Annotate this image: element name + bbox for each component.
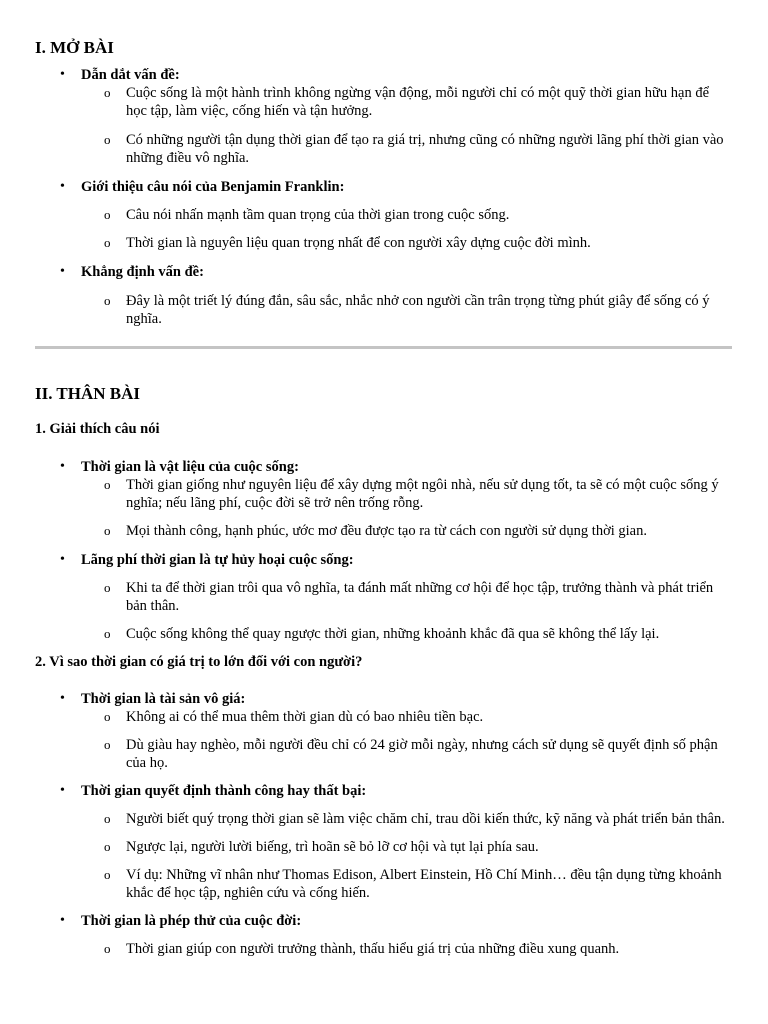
- sub-list-item: o Thời gian giống như nguyên liệu để xây dựng một ngôi nhà, nếu sử dụng tốt, ta sẽ có một cuộc sống ý nghĩa; nếu lãng phí, cuộc đời sẽ trở nên trống rỗng.: [126, 476, 732, 512]
- sub-list-item: o Không ai có thể mua thêm thời gian dù có bao nhiêu tiền bạc.: [126, 708, 732, 726]
- sub-list: [81, 476, 732, 540]
- list-item: [81, 178, 732, 252]
- list-item: [81, 458, 732, 540]
- sub-list-item: o Đây là một triết lý đúng đắn, sâu sắc, nhắc nhở con người cần trân trọng từng phút giây để sống có ý nghĩa.: [126, 292, 732, 328]
- subsection-title-giai-thich: 1. Giải thích câu nói: [35, 421, 160, 437]
- sub-list: [81, 810, 732, 902]
- sub-list-item: o Khi ta để thời gian trôi qua vô nghĩa, ta đánh mất những cơ hội để học tập, trưởng thành và phát triển bản thân.: [126, 579, 732, 615]
- sub-list: [81, 940, 732, 958]
- sub-list-item: o Câu nói nhấn mạnh tầm quan trọng của thời gian trong cuộc sống.: [126, 206, 732, 224]
- sub-list-item: o Người biết quý trọng thời gian sẽ làm việc chăm chỉ, trau dồi kiến thức, kỹ năng và phát triển bản thân.: [126, 810, 732, 828]
- topic-title: • Lãng phí thời gian là tự hủy hoại cuộc sống:: [81, 552, 354, 568]
- sub-list: [81, 206, 732, 252]
- giai-thich-list: [35, 458, 732, 643]
- topic-title: • Thời gian là phép thử của cuộc đời:: [81, 913, 302, 929]
- list-item: [81, 912, 732, 958]
- topic-title: • Dẫn dắt vấn đề:: [81, 67, 180, 83]
- sub-list-item: o Cuộc sống không thể quay ngược thời gian, những khoảnh khắc đã qua sẽ không thể lấy lại.: [126, 625, 732, 643]
- sub-list: [81, 708, 732, 772]
- topic-title: • Giới thiệu câu nói của Benjamin Franklin:: [81, 179, 345, 195]
- list-item: [81, 66, 732, 167]
- list-item: [81, 551, 732, 643]
- list-item: [81, 782, 732, 902]
- topic-title: • Khẳng định vấn đề:: [81, 264, 204, 280]
- sub-list: [81, 292, 732, 328]
- vi-sao-list: [35, 690, 732, 958]
- sub-list: [81, 84, 732, 167]
- sub-list-item: o Có những người tận dụng thời gian để tạo ra giá trị, nhưng cũng có những người lãng phí thời gian vào những điều vô nghĩa.: [126, 131, 732, 167]
- sub-list-item: o Thời gian là nguyên liệu quan trọng nhất để con người xây dựng cuộc đời mình.: [126, 234, 732, 252]
- sub-list-item: o Cuộc sống là một hành trình không ngừng vận động, mỗi người chỉ có một quỹ thời gian hữu hạn để học tập, làm việc, cống hiến và tận hưởng.: [126, 84, 732, 120]
- sub-list-item: o Ngược lại, người lười biếng, trì hoãn sẽ bỏ lỡ cơ hội và tụt lại phía sau.: [126, 838, 732, 856]
- section-divider: [35, 346, 732, 349]
- sub-list-item: o Mọi thành công, hạnh phúc, ước mơ đều được tạo ra từ cách con người sử dụng thời gian.: [126, 522, 732, 540]
- topic-title: • Thời gian là tài sản vô giá:: [81, 691, 246, 707]
- topic-title: • Thời gian quyết định thành công hay thất bại:: [81, 783, 367, 799]
- sub-list-item: o Thời gian giúp con người trưởng thành, thấu hiểu giá trị của những điều xung quanh.: [126, 940, 732, 958]
- list-item: [81, 263, 732, 328]
- sub-list-item: o Ví dụ: Những vĩ nhân như Thomas Edison, Albert Einstein, Hồ Chí Minh… đều tận dụng từng khoảnh khắc để học tập, nghiên cứu và cống hiến.: [126, 866, 732, 902]
- sub-list-item: o Dù giàu hay nghèo, mỗi người đều chỉ có 24 giờ mỗi ngày, nhưng cách sử dụng sẽ quyết định số phận của họ.: [126, 736, 732, 772]
- topic-title: • Thời gian là vật liệu của cuộc sống:: [81, 459, 299, 475]
- subsection-title-vi-sao: 2. Vì sao thời gian có giá trị to lớn đối với con người?: [35, 654, 363, 670]
- section-heading-mo-bai: I. MỞ BÀI: [35, 38, 114, 57]
- list-item: [81, 690, 732, 772]
- mo-bai-list: [35, 66, 732, 328]
- section-heading-than-bai: II. THÂN BÀI: [35, 384, 141, 403]
- sub-list: [81, 579, 732, 643]
